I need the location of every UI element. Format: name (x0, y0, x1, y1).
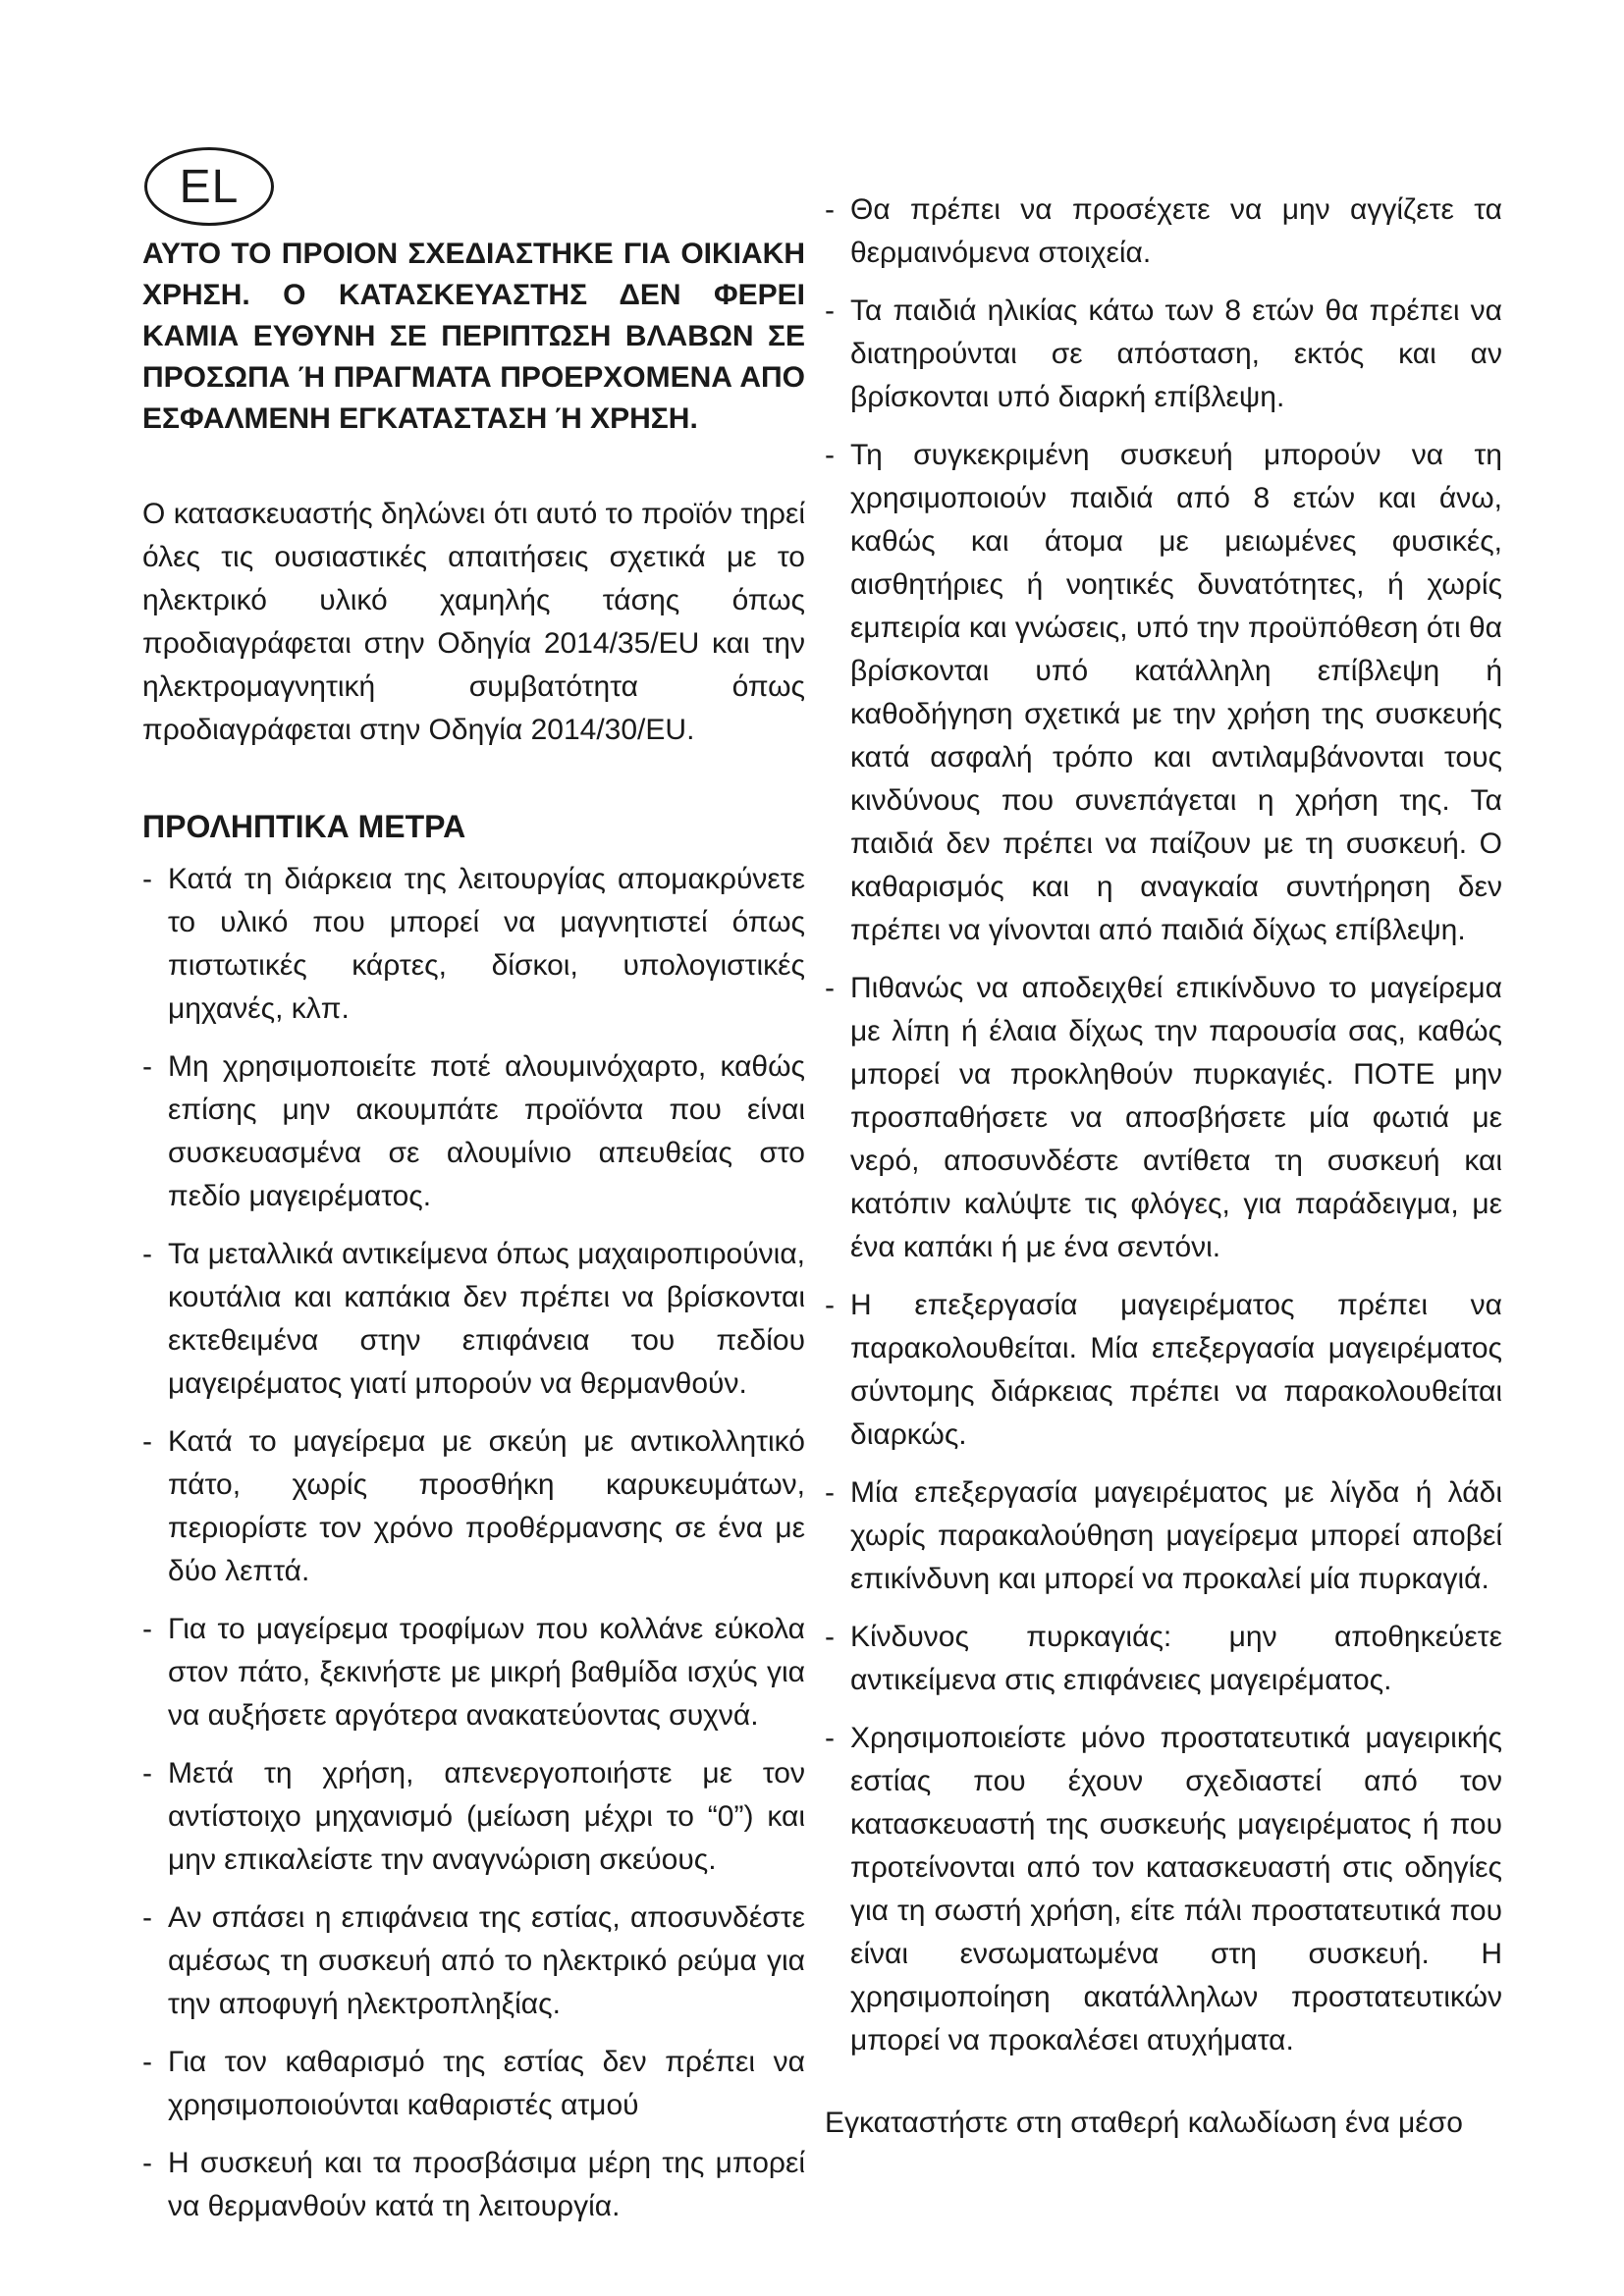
precaution-item: - Χρησιμοποιείστε μόνο προστατευτικά μαγειρικής εστίας που έχουν σχεδιαστεί από τον κατασκευαστή της συσκευής μαγειρέματος ή που προτείνονται από τον κατασκευαστή στις οδηγίες για τη σωστή χρήση, είτε πάλι προστατευτικά που είναι ενσωματωμένα στη συσκευή. Η χρησιμοποίηση ακατάλληλων προστατευτικών μπορεί να προκαλέσει ατυχήματα. (825, 1717, 1502, 2062)
section-title: ΠΡΟΛΗΠΤΙΚΑ ΜΕΤΡΑ (142, 809, 466, 844)
precaution-item: - Αν σπάσει η επιφάνεια της εστίας, αποσυνδέστε αμέσως τη συσκευή από το ηλεκτρικό ρεύμα για την αποφυγή ηλεκτροπληξίας. (142, 1896, 805, 2026)
precaution-item: - Τα παιδιά ηλικίας κάτω των 8 ετών θα πρέπει να διατηρούνται σε απόσταση, εκτός και αν βρίσκονται υπό διαρκή επίβλεψη. (825, 290, 1502, 419)
precaution-item: - Η συσκευή και τα προσβάσιμα μέρη της μπορεί να θερμανθούν κατά τη λειτουργία. (142, 2142, 805, 2228)
precaution-item: - Μη χρησιμοποιείτε ποτέ αλουμινόχαρτο, καθώς επίσης μην ακουμπάτε προϊόντα που είναι συσκευασμένα σε αλουμίνιο απευθείας στο πεδίο μαγειρέματος. (142, 1045, 805, 1218)
precaution-item: - Κατά τη διάρκεια της λειτουργίας απομακρύνετε το υλικό που μπορεί να μαγνητιστεί όπως πιστωτικές κάρτες, δίσκοι, υπολογιστικές μηχανές, κλπ. (142, 858, 805, 1031)
precaution-item: - Πιθανώς να αποδειχθεί επικίνδυνο το μαγείρεμα με λίπη ή έλαια δίχως την παρουσία σας, καθώς μπορεί να προκληθούν πυρκαγιές. ΠΟΤΕ μην προσπαθήσετε να αποσβήσετε μία φωτιά με νερό, αποσυνδέστε αντίθετα τη συσκευή και κατόπιν καλύψτε τις φλόγες, για παράδειγμα, με ένα καπάκι ή με ένα σεντόνι. (825, 967, 1502, 1269)
usage-warning: ΑΥΤΟ ΤΟ ΠΡΟΙΟΝ ΣΧΕΔΙΑΣΤΗΚΕ ΓΙΑ ΟΙΚΙΑΚΗ ΧΡΗΣΗ. Ο ΚΑΤΑΣΚΕΥΑΣΤΗΣ ΔΕΝ ΦΕΡΕΙ ΚΑΜΙΑ ΕΥΘΥΝΗ ΣΕ ΠΕΡΙΠΤΩΣΗ ΒΛΑΒΩΝ ΣΕ ΠΡΟΣΩΠΑ Ή ΠΡΑΓΜΑΤΑ ΠΡΟΕΡΧΟΜΕΝΑ ΑΠΟ ΕΣΦΑΛΜΕΝΗ ΕΓΚΑΤΑΣΤΑΣΗ Ή ΧΡΗΣΗ. (142, 238, 805, 435)
precautions-list-left (142, 858, 805, 2228)
conformity-statement: Ο κατασκευαστής δηλώνει ότι αυτό το προϊόν τηρεί όλες τις ουσιαστικές απαιτήσεις σχετικά με το ηλεκτρικό υλικό χαμηλής τάσης όπως προδιαγράφεται στην Οδηγία 2014/35/EU και την ηλεκτρομαγνητική συμβατότητα όπως προδιαγράφεται στην Οδηγία 2014/30/EU. (142, 498, 805, 746)
precaution-item: - Μία επεξεργασία μαγειρέματος με λίγδα ή λάδι χωρίς παρακαλούθηση μαγείρεμα μπορεί αποβεί επικίνδυνη και μπορεί να προκαλεί μία πυρκαγιά. (825, 1471, 1502, 1601)
right-column (825, 188, 1502, 2145)
precaution-item: - Μετά τη χρήση, απενεργοποιήστε με τον αντίστοιχο μηχανισμό (μείωση μέχρι το “0”) και μην επικαλείστε την αναγνώριση σκεύους. (142, 1752, 805, 1882)
precaution-item: - Κίνδυνος πυρκαγιάς: μην αποθηκεύετε αντικείμενα στις επιφάνειες μαγειρέματος. (825, 1616, 1502, 1702)
precaution-item: - Θα πρέπει να προσέχετε να μην αγγίζετε τα θερμαινόμενα στοιχεία. (825, 188, 1502, 275)
precaution-item: - Κατά το μαγείρεμα με σκεύη με αντικολλητικό πάτο, χωρίς προσθήκη καρυκευμάτων, περιορίστε τον χρόνο προθέρμανσης σε ένα με δύο λεπτά. (142, 1420, 805, 1593)
left-column (142, 234, 805, 2243)
precaution-item: - Τη συγκεκριμένη συσκευή μπορούν να τη χρησιμοποιούν παιδιά από 8 ετών και άνω, καθώς και άτομα με μειωμένες φυσικές, αισθητήριες ή νοητικές δυνατότητες, ή χωρίς εμπειρία και γνώσεις, υπό την προϋπόθεση ότι θα βρίσκονται υπό κατάλληλη επίβλεψη ή καθοδήγηση σχετικά με την χρήση της συσκευής κατά ασφαλή τρόπο και αντιλαμβάνονται τους κινδύνους που συνεπάγεται η χρήση της. Τα παιδιά δεν πρέπει να παίζουν με τη συσκευή. Ο καθαρισμός και η αναγκαία συντήρηση δεν πρέπει να γίνονται από παιδιά δίχως επίβλεψη. (825, 434, 1502, 952)
language-badge: EL (144, 147, 274, 226)
precaution-item: - Για τον καθαρισμό της εστίας δεν πρέπει να χρησιμοποιούνται καθαριστές ατμού (142, 2041, 805, 2127)
precaution-item: - Για το μαγείρεμα τροφίμων που κολλάνε εύκολα στον πάτο, ξεκινήστε με μικρή βαθμίδα ισχύς για να αυξήσετε αργότερα ανακατεύοντας συχνά. (142, 1608, 805, 1737)
precautions-list-right (825, 188, 1502, 2062)
precaution-item: - Η επεξεργασία μαγειρέματος πρέπει να παρακολουθείται. Μία επεξεργασία μαγειρέματος σύντομης διάρκειας πρέπει να παρακολουθείται διαρκώς. (825, 1284, 1502, 1457)
precaution-item: - Τα μεταλλικά αντικείμενα όπως μαχαιροπιρούνια, κουτάλια και καπάκια δεν πρέπει να βρίσκονται εκτεθειμένα στην επιφάνεια του πεδίου μαγειρέματος γιατί μπορούν να θερμανθούν. (142, 1233, 805, 1406)
installation-text: Εγκαταστήστε στη σταθερή καλωδίωση ένα μέσο (825, 2107, 1463, 2139)
